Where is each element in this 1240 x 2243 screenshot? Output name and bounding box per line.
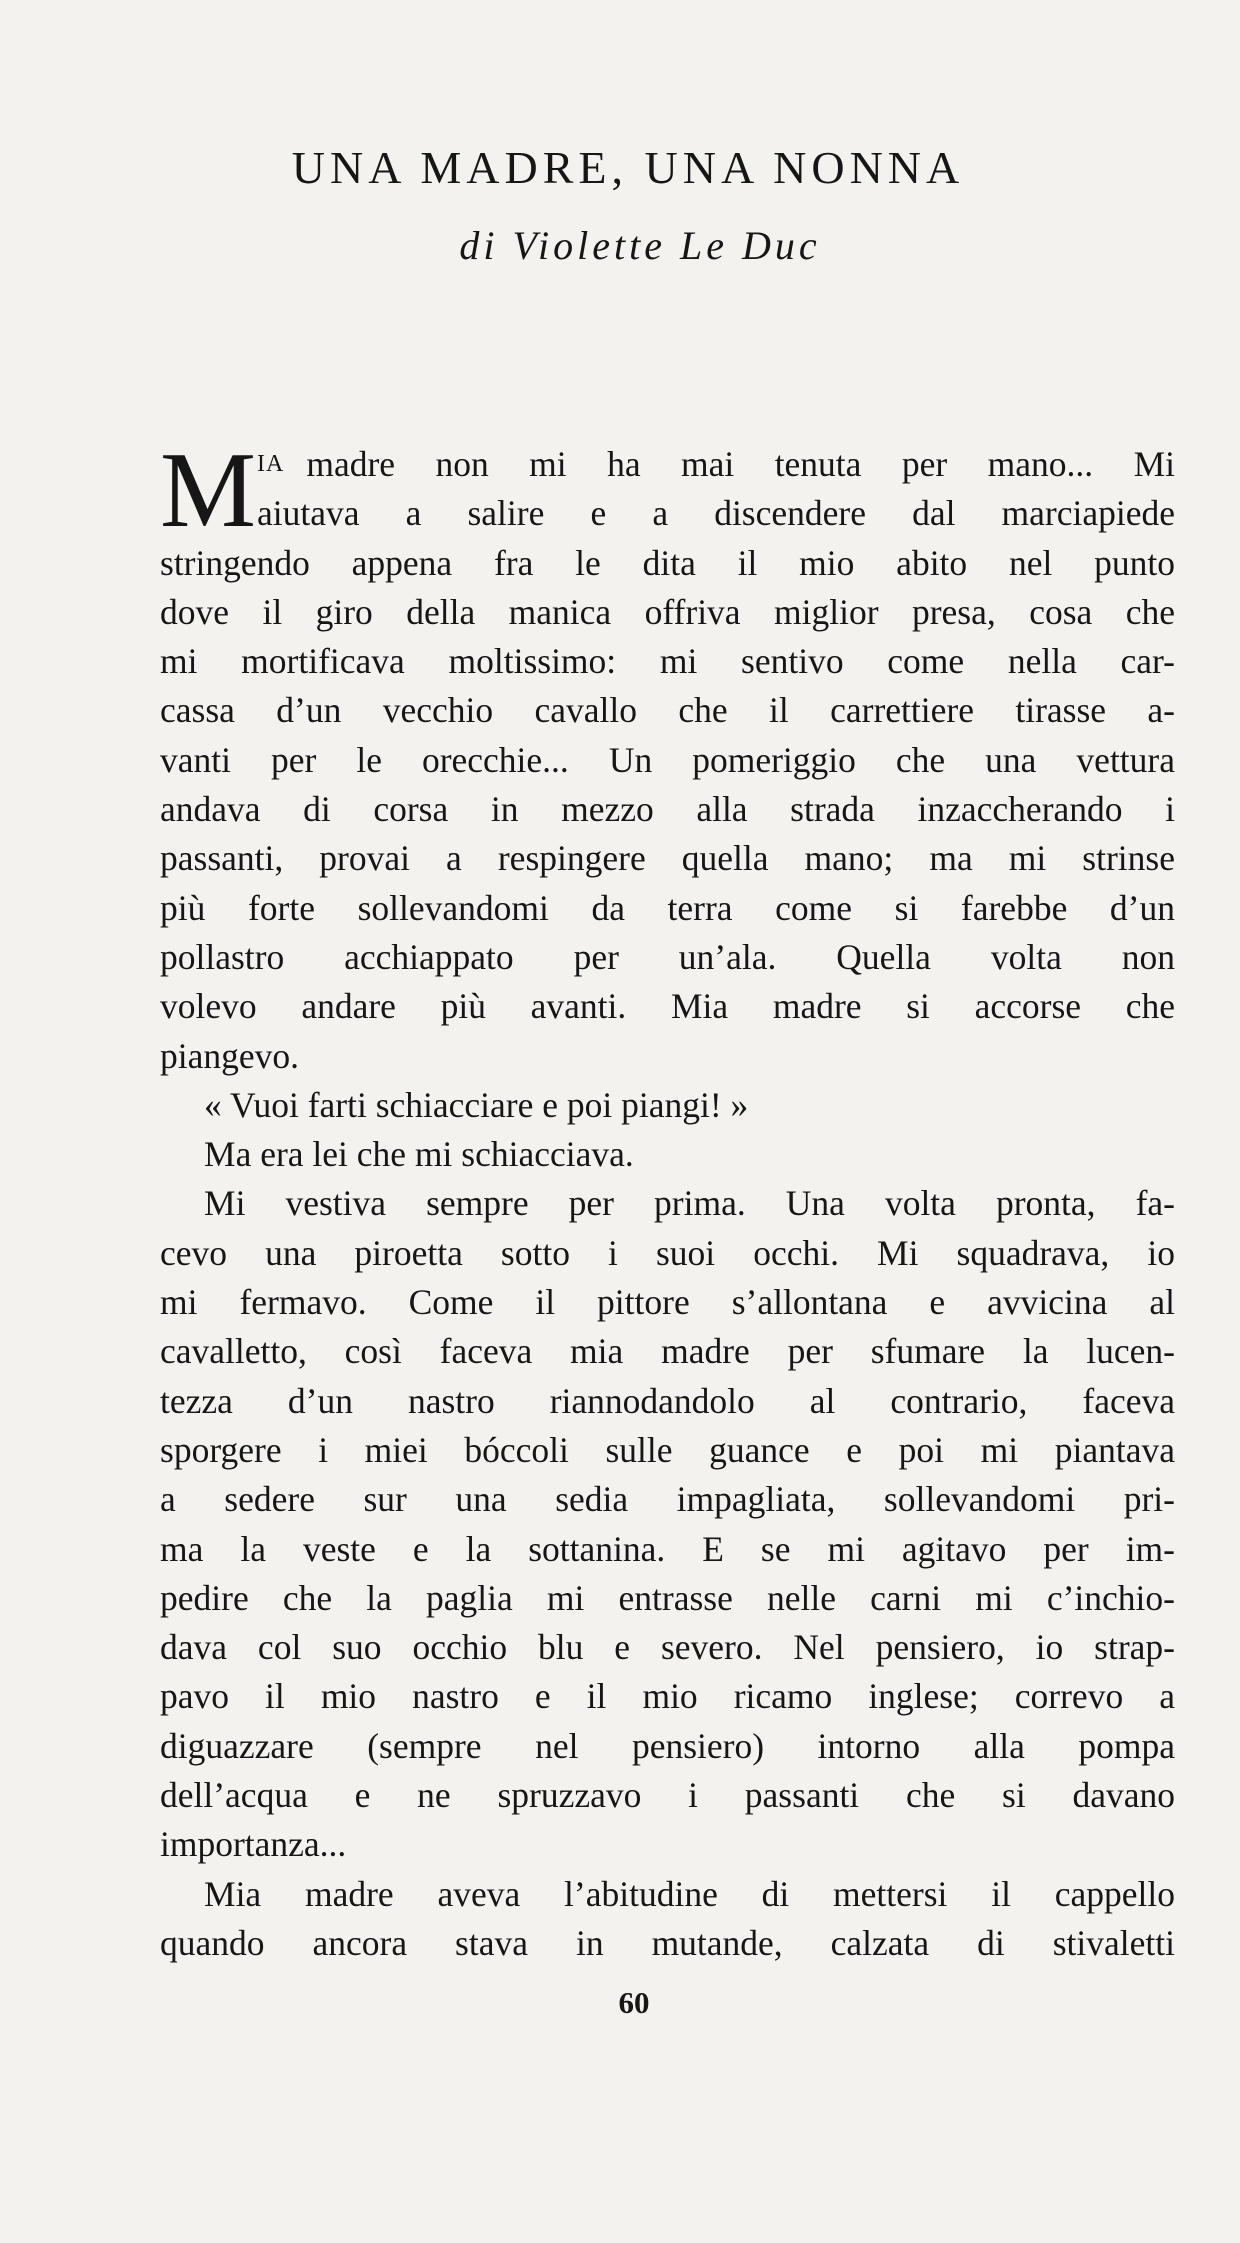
text-line	[160, 1475, 1175, 1524]
text-line	[160, 588, 1175, 637]
line-text: Mia madre aveva l’abitudine di mettersi il cappello	[204, 1873, 1175, 1914]
line-text: piangevo.	[160, 1035, 300, 1076]
text-line	[160, 736, 1175, 785]
line-text: sporgere i miei bóccoli sulle guance e poi mi piantava	[160, 1429, 1175, 1470]
text-line	[160, 785, 1175, 834]
text-line	[160, 884, 1175, 933]
text-line	[160, 1870, 1175, 1919]
text-line	[160, 1426, 1175, 1475]
dialogue-line	[160, 1081, 1175, 1130]
line-text: madre non mi ha mai tenuta per mano... Mi	[306, 444, 1175, 484]
body-text	[160, 431, 1175, 1968]
author-byline: di Violette Le Duc	[459, 223, 821, 268]
line-text: cavalletto, così faceva mia madre per sfumare la lucen-	[160, 1331, 1175, 1372]
text-line	[160, 1179, 1175, 1228]
text-line	[160, 1919, 1175, 1968]
line-text: importanza...	[160, 1824, 347, 1865]
text-line	[160, 933, 1175, 982]
text-line	[160, 637, 1175, 686]
text-line	[160, 1771, 1175, 1820]
text-line	[160, 1130, 1175, 1179]
chapter-title: UNA MADRE, UNA NONNA	[291, 142, 965, 193]
line-text: pavo il mio nastro e il mio ricamo inglese; correvo a	[160, 1676, 1175, 1717]
line-text: cevo una piroetta sotto i suoi occhi. Mi squadrava, io	[160, 1232, 1175, 1273]
line-text: dava col suo occhio blu e severo. Nel pensiero, io strap-	[160, 1627, 1175, 1668]
text-line	[160, 489, 1175, 538]
text-line	[160, 1377, 1175, 1426]
line-text: stringendo appena fra le dita il mio abito nel punto	[160, 542, 1175, 583]
line-text: dove il giro della manica offriva miglior presa, cosa che	[160, 591, 1175, 632]
text-line	[160, 1525, 1175, 1574]
text-line	[160, 1672, 1175, 1721]
line-text: a sedere sur una sedia impagliata, sollevandomi pri-	[160, 1479, 1175, 1520]
line-text: mi fermavo. Come il pittore s’allontana e avvicina al	[160, 1282, 1175, 1323]
text-line	[160, 1574, 1175, 1623]
line-text: dell’acqua e ne spruzzavo i passanti che si davano	[160, 1775, 1175, 1816]
page-number: 60	[618, 1985, 650, 2020]
line-text: pedire che la paglia mi entrasse nelle carni mi c’inchio-	[160, 1577, 1175, 1618]
line-text: tezza d’un nastro riannodandolo al contrario, faceva	[160, 1380, 1175, 1421]
line-text: passanti, provai a respingere quella mano; ma mi strinse	[160, 838, 1175, 879]
text-line	[160, 834, 1175, 883]
line-text: « Vuoi farti schiacciare e poi piangi! »	[204, 1084, 749, 1125]
line-text: volevo andare più avanti. Mia madre si accorse che	[160, 986, 1175, 1027]
text-line	[160, 982, 1175, 1031]
text-line	[160, 686, 1175, 735]
text-line	[160, 1278, 1175, 1327]
text-line	[160, 1229, 1175, 1278]
drop-cap: M	[160, 431, 257, 550]
line-text: diguazzare (sempre nel pensiero) intorno alla pompa	[160, 1725, 1175, 1766]
text-line	[160, 1820, 1175, 1869]
line-text: andava di corsa in mezzo alla strada inzaccherando i	[160, 789, 1175, 830]
line-text: vanti per le orecchie... Un pomeriggio che una vettura	[160, 739, 1175, 780]
text-line	[160, 1327, 1175, 1376]
text-line	[160, 440, 1175, 489]
line-text: Mi vestiva sempre per prima. Una volta pronta, fa-	[204, 1183, 1175, 1224]
line-text: mi mortificava moltissimo: mi sentivo come nella car-	[160, 641, 1175, 682]
line-text: aiutava a salire e a discendere dal marciapiede	[257, 493, 1175, 534]
line-text: più forte sollevandomi da terra come si farebbe d’un	[160, 887, 1175, 928]
line-text: pollastro acchiappato per un’ala. Quella volta non	[160, 936, 1175, 977]
line-text: ma la veste e la sottanina. E se mi agitavo per im-	[160, 1528, 1175, 1569]
line-text: quando ancora stava in mutande, calzata di stivaletti	[160, 1922, 1175, 1963]
line-text: Ma era lei che mi schiacciava.	[204, 1134, 634, 1175]
drop-cap-rest: IA	[257, 451, 285, 477]
text-line	[160, 539, 1175, 588]
text-line	[160, 1623, 1175, 1672]
line-text: cassa d’un vecchio cavallo che il carrettiere tirasse a-	[160, 690, 1175, 731]
text-line	[160, 1032, 1175, 1081]
text-line	[160, 1722, 1175, 1771]
